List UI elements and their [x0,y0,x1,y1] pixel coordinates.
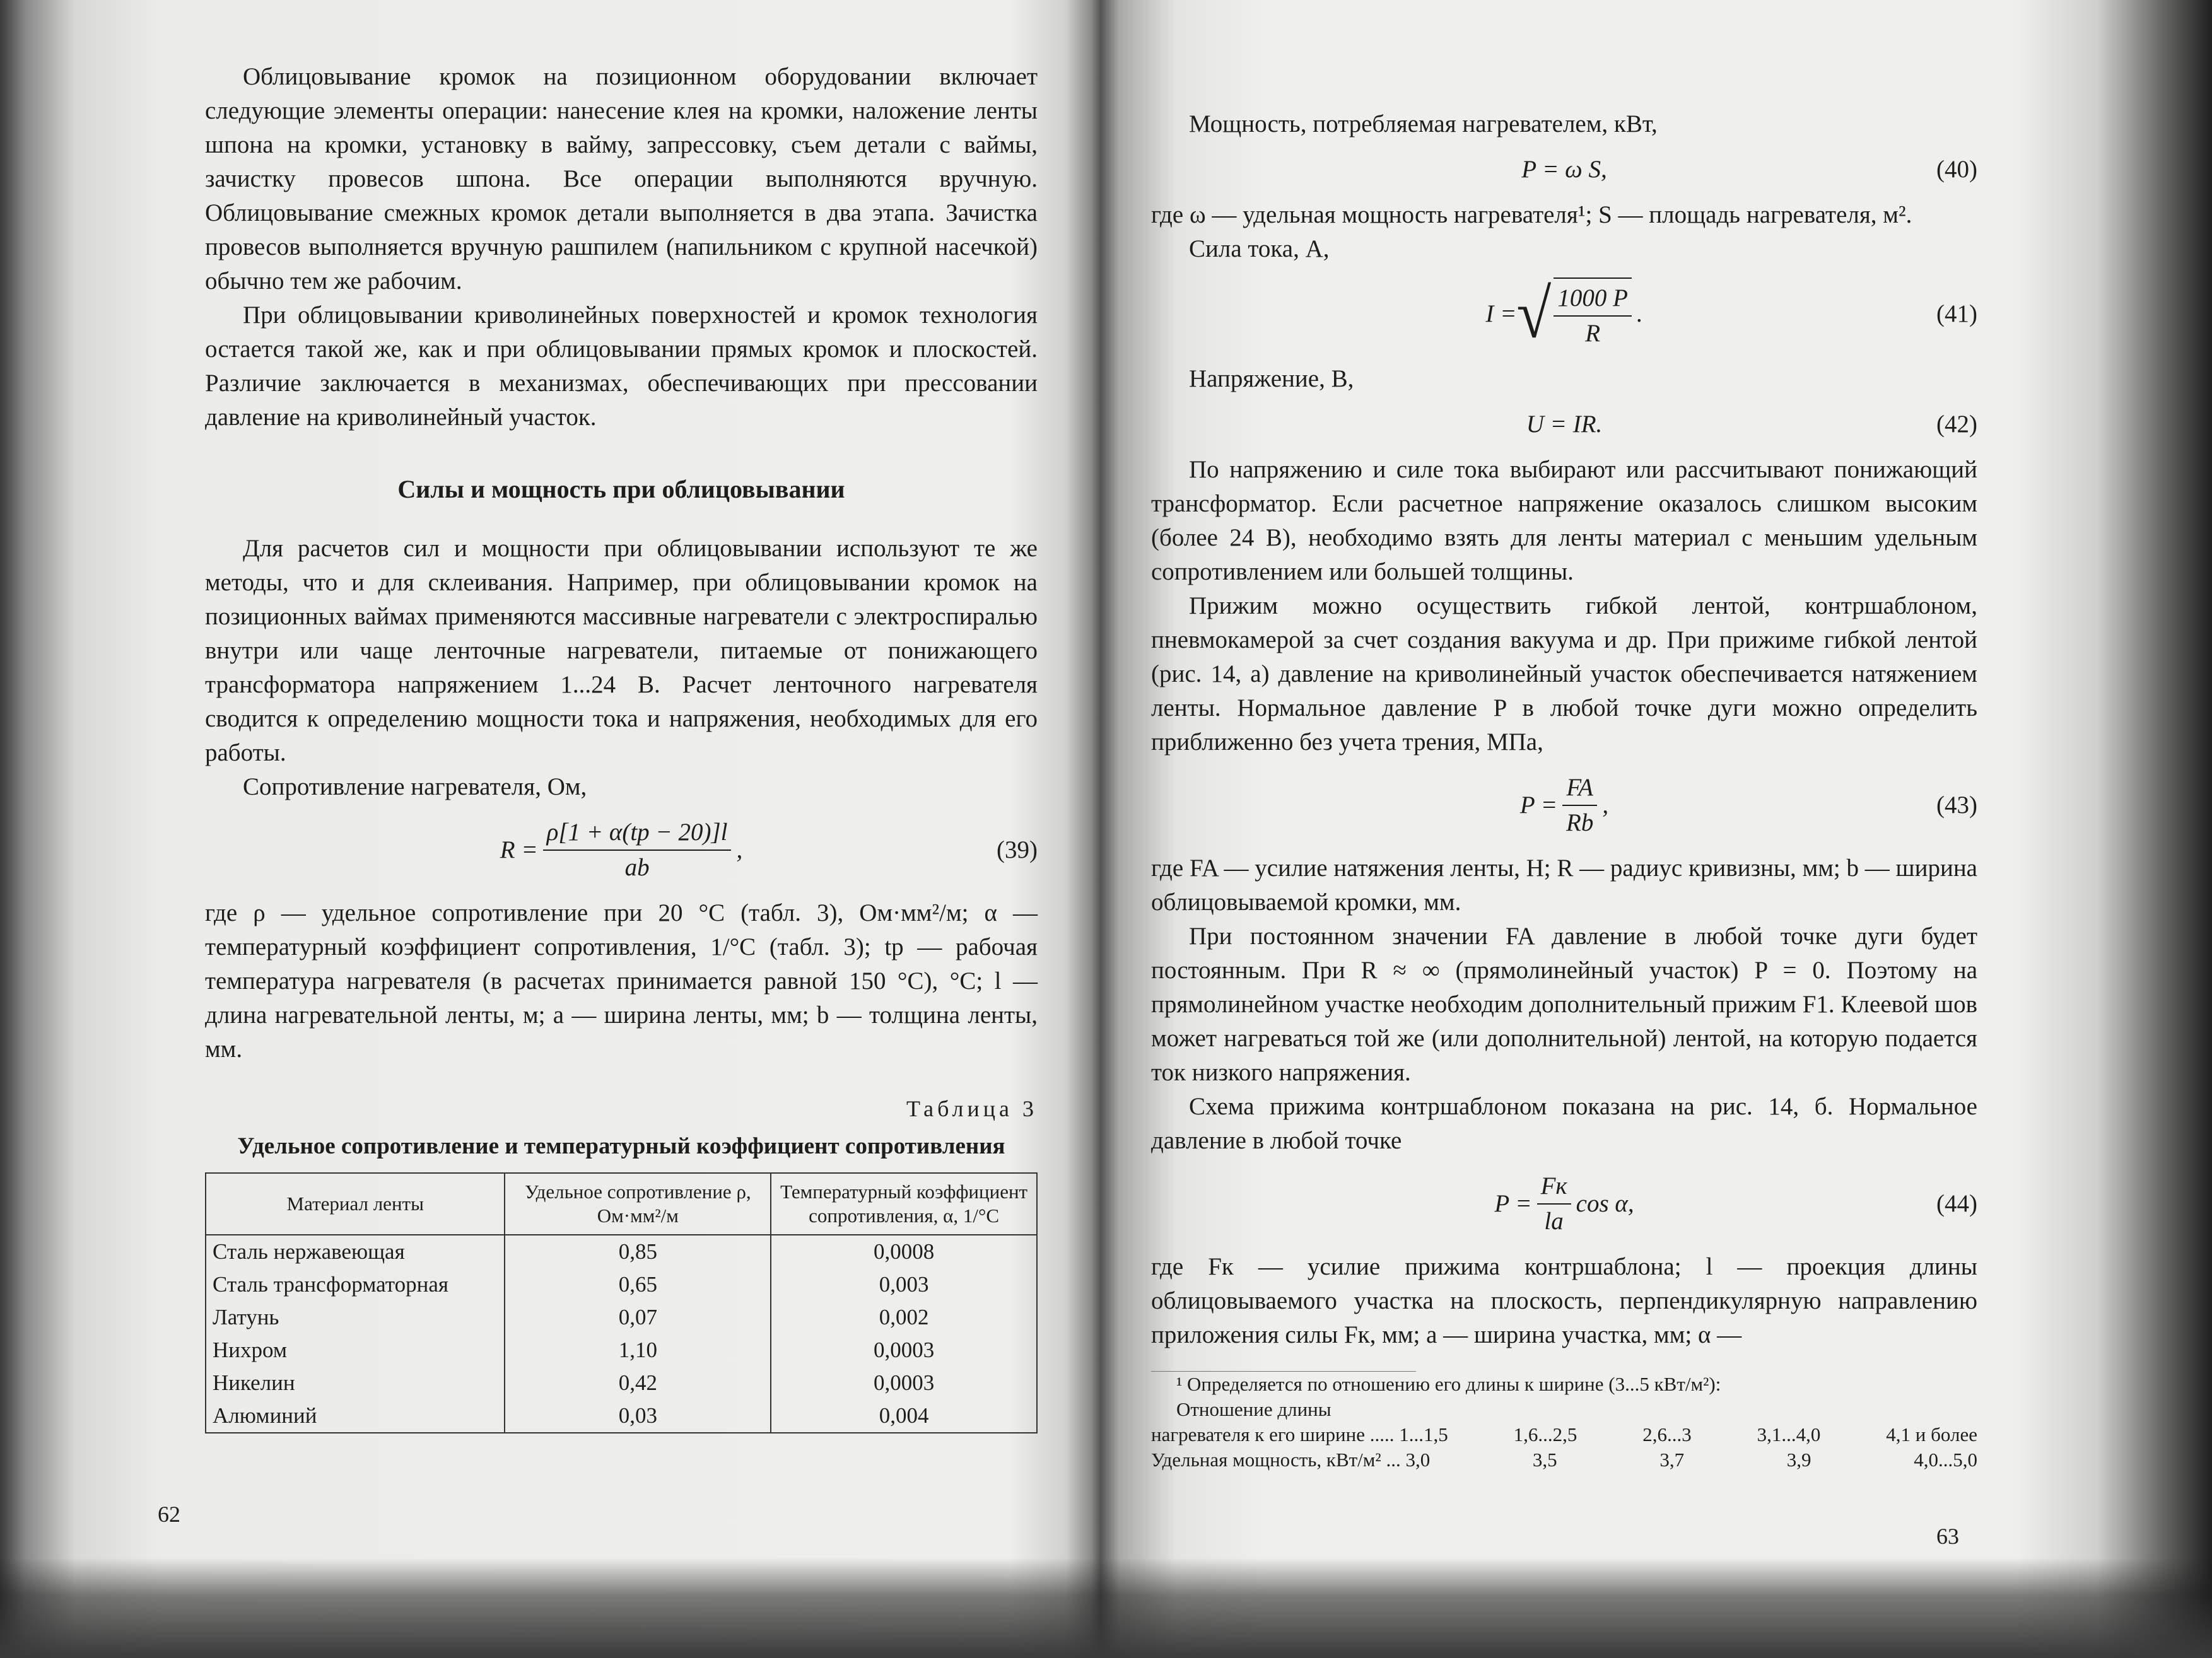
table-cell-alpha: 0,0008 [771,1235,1037,1268]
formula-43-lhs: P = [1519,791,1558,819]
table-header-row [206,1173,1037,1235]
bottom-edge-shadow [0,1558,2212,1658]
table-cell-rho: 0,03 [505,1399,771,1433]
table-row [206,1399,1037,1433]
table-cell-alpha: 0,0003 [771,1367,1037,1399]
formula-43-denominator: Rb [1566,809,1594,836]
formula-44-number: (44) [1936,1190,1977,1217]
right-paragraph-6: Прижим можно осуществить гибкой лентой, контршаблоном, пневмокамерой за счет создания вакуума и др. При прижиме гибкой лентой (рис. 14, а) давление на криволинейный участок обеспечивается натяжением ленты. Нормальное давление P в любой точке дуги можно определить приближенно без учета трения, МПа, [1151,592,1977,756]
formula-39 [205,815,1038,885]
section-heading: Силы и мощность при облицовывании [397,475,845,503]
formula-42 [1151,407,1977,441]
formula-40-number: (40) [1936,156,1977,183]
formula-44-numerator: Fк [1537,1169,1571,1205]
footnote-cell: 4,1 и более [1886,1423,1977,1445]
formula-43-numerator: FA [1562,771,1597,806]
formula-44-denominator: la [1544,1208,1564,1235]
table-cell-rho: 1,10 [505,1334,771,1367]
right-page [1101,0,2212,1658]
table-header-rho: Удельное сопротивление ρ, Ом·мм²/м [505,1173,771,1235]
formula-43 [1151,771,1977,840]
left-paragraph-4: Сопротивление нагревателя, Ом, [243,773,587,800]
right-text [1151,107,1977,1473]
radical-icon: √ [1516,275,1552,353]
formula-41-lhs: I = [1485,300,1517,327]
footnote-row-power [1151,1447,1977,1473]
resistivity-table [205,1172,1038,1433]
footnote-cell: 1,6...2,5 [1513,1423,1577,1445]
formula-43-number: (43) [1936,791,1977,819]
table-cell-material: Сталь трансформаторная [206,1268,505,1301]
formula-39-fraction [543,815,732,885]
table-cell-alpha: 0,002 [771,1301,1037,1334]
left-paragraph-5: где ρ — удельное сопротивление при 20 °С (табл. 3), Ом·мм²/м; α — температурный коэффициент сопротивления, 1/°С (табл. 3); tр — рабочая температура нагревателя (в расчетах принимается равной 150 °С), °С; l — длина нагревательной ленты, м; a — ширина ленты, мм; b — толщина ленты, мм. [205,899,1038,1063]
footnote-cell: 4,0...5,0 [1914,1449,1977,1471]
right-paragraph-1: Мощность, потребляемая нагревателем, кВт, [1189,110,1658,137]
table-cell-material: Нихром [206,1334,505,1367]
right-paragraph-10: где Fк — усилие прижима контршаблона; l — проекция длины облицовываемого участка на плоскость, перпендикулярную направлению приложения силы Fк, мм; a — ширина участка, мм; α — [1151,1253,1977,1348]
table-header-alpha: Температурный коэффициент сопротивления, α, 1/°С [771,1173,1037,1235]
footnote-cell: 3,1...4,0 [1757,1423,1821,1445]
table-row [206,1235,1037,1268]
footnote-cell: 2,6...3 [1642,1423,1692,1445]
footnote-line-1: ¹ Определяется по отношению его длины к ширине (3...5 кВт/м²): [1176,1373,1721,1395]
formula-41-fraction [1554,277,1632,351]
table-row [206,1334,1037,1367]
left-text [205,60,1038,1433]
right-paragraph-5: По напряжению и силе тока выбирают или рассчитывают понижающий трансформатор. Если расчетное напряжение оказалось слишком высоким (более 24 В), необходимо взять для ленты материал с меньшим удельным сопротивлением или большей толщины. [1151,456,1977,585]
formula-42-body: U = IR. [1526,411,1603,438]
table-cell-rho: 0,65 [505,1268,771,1301]
left-paragraph-1: Облицовывание кромок на позиционном оборудовании включает следующие элементы операции: нанесение клея на кромки, наложение ленты шпона на кромки, установку в вайму, запрессовку, съем детали с ваймы, зачистку провесов шпона. Все операции выполняются вручную. Облицовывание смежных кромок детали выполняется в два этапа. Зачистка провесов выполняется вручную рашпилем (напильником с крупной насечкой) обычно тем же рабочим. [205,63,1038,295]
table-header-material: Материал ленты [206,1173,505,1235]
footnote-cell: 3,7 [1659,1449,1685,1471]
table-cell-rho: 0,42 [505,1367,771,1399]
formula-43-tail: , [1602,791,1609,819]
formula-41-denominator: R [1585,320,1601,347]
right-paragraph-8: При постоянном значении FA давление в любой точке дуги будет постоянным. При R ≈ ∞ (прямолинейный участок) P = 0. Поэтому на прямолинейном участке необходим дополнительный прижим F1. Клеевой шов может нагреваться той же (или дополнительной) лентой, на которую подается ток низкого напряжения. [1151,923,1977,1086]
table-row [206,1367,1037,1399]
formula-39-numerator: ρ[1 + α(tр − 20)]l [543,815,732,851]
right-paragraph-4: Напряжение, В, [1189,365,1354,392]
left-paragraph-3: Для расчетов сил и мощности при облицовывании используют те же методы, что и для склеивания. Например, при облицовывании кромок на позиционных ваймах применяются массивные нагреватели с электроспиралью внутри или чаще ленточные нагреватели, питаемые от понижающего трансформатора напряжением 1...24 В. Расчет ленточного нагревателя сводится к определению мощности тока и напряжения, необходимых для его работы. [205,535,1038,766]
footnote-line-2: Отношение длины [1176,1398,1331,1420]
formula-44-tail: cos α, [1576,1190,1634,1217]
footnote-row-ratio [1151,1422,1977,1447]
table-row [206,1268,1037,1301]
formula-40 [1151,153,1977,187]
formula-39-number: (39) [997,836,1038,863]
table-cell-alpha: 0,0003 [771,1334,1037,1367]
formula-39-lhs: R = [500,836,538,863]
formula-40-body: P = ω S, [1521,156,1607,183]
formula-41-tail: . [1636,300,1643,327]
right-paragraph-2: где ω — удельная мощность нагревателя¹; S — площадь нагревателя, м². [1151,201,1912,228]
table-title: Удельное сопротивление и температурный коэффициент сопротивления [237,1133,1005,1159]
table-cell-material: Сталь нержавеющая [206,1235,505,1268]
page-number-right: 63 [1936,1524,1959,1549]
table-cell-rho: 0,07 [505,1301,771,1334]
formula-44 [1151,1169,1977,1239]
table-cell-material: Алюминий [206,1399,505,1433]
table-row [206,1301,1037,1334]
footnote-cell: 3,9 [1786,1449,1811,1471]
table-cell-alpha: 0,003 [771,1268,1037,1301]
footnote-cell: 3,5 [1532,1449,1557,1471]
table-cell-material: Латунь [206,1301,505,1334]
sqrt-symbol [1516,277,1636,351]
table-cell-alpha: 0,004 [771,1399,1037,1433]
footnote-cell: нагревателя к его ширине ..... 1...1,5 [1151,1423,1448,1445]
left-paragraph-2: При облицовывании криволинейных поверхностей и кромок технология остается такой же, как и при облицовывании прямых кромок и плоскостей. Различие заключается в механизмах, обеспечивающих при прессовании давление на криволинейный участок. [205,301,1038,431]
formula-42-number: (42) [1936,411,1977,438]
formula-43-fraction [1562,771,1597,840]
formula-44-fraction [1537,1169,1571,1239]
formula-39-tail: , [736,836,743,863]
formula-41 [1151,277,1977,351]
formula-41-number: (41) [1936,300,1977,327]
page-number-left: 62 [158,1502,180,1527]
formula-44-lhs: P = [1494,1190,1532,1217]
right-paragraph-7: где FA — усилие натяжения ленты, Н; R — радиус кривизны, мм; b — ширина облицовываемой кромки, мм. [1151,855,1977,916]
footnote-cell: Удельная мощность, кВт/м² ... 3,0 [1151,1449,1431,1471]
left-page [0,0,1101,1658]
table-caption: Таблица 3 [906,1096,1038,1121]
right-paragraph-9: Схема прижима контршаблоном показана на рис. 14, б. Нормальное давление в любой точке [1151,1093,1977,1154]
formula-39-denominator: ab [624,854,650,881]
formula-41-numerator: 1000 P [1554,281,1632,317]
table-cell-material: Никелин [206,1367,505,1399]
footnote [1151,1372,1977,1473]
table-cell-rho: 0,85 [505,1235,771,1268]
right-paragraph-3: Сила тока, А, [1189,235,1330,262]
